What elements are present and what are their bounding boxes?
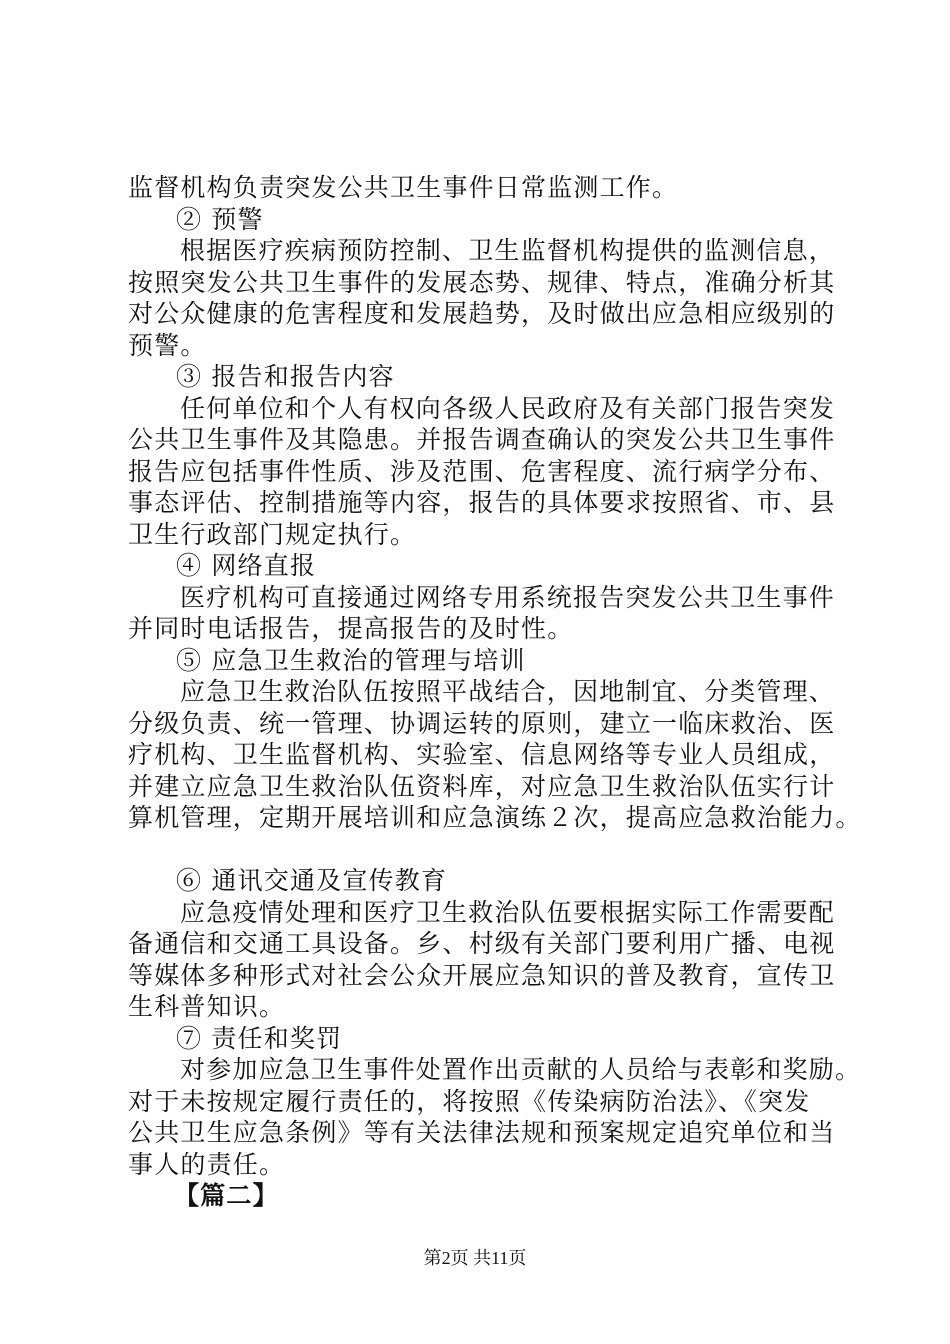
paragraph-line: 应急疫情处理和医疗卫生救治队伍要根据实际工作需要配	[180, 897, 836, 927]
paragraph-line: 分级负责、统一管理、协调运转的原则，建立一临床救治、医	[128, 708, 836, 738]
paragraph-line: 卫生行政部门规定执行。	[128, 519, 417, 549]
blank-line	[128, 834, 840, 866]
section-heading-report: ③ 报告和报告内容	[176, 362, 395, 391]
paragraph-line: 根据医疗疾病预防控制、卫生监督机构提供的监测信息，	[180, 236, 836, 265]
paragraph-line: 并同时电话报告，提高报告的及时性。	[128, 614, 574, 643]
paragraph-line: 算机管理，定期开展培训和应急演练２次，提高应急救治能力。	[128, 803, 862, 832]
paragraph-line: 并建立应急卫生救治队伍资料库，对应急卫生救治队伍实行计	[128, 771, 836, 801]
paragraph-line: 对公众健康的危害程度和发展趋势，及时做出应急相应级别的	[128, 299, 836, 328]
paragraph-line: 等媒体多种形式对社会公众开展应急知识的普及教育，宣传卫	[128, 960, 836, 990]
paragraph-line: 任何单位和个人有权向各级人民政府及有关部门报告突发	[180, 393, 836, 423]
section-heading-responsibility: ⑦ 责任和奖罚	[176, 1023, 343, 1053]
section-heading-communication: ⑥ 通讯交通及宣传教育	[176, 866, 448, 895]
paragraph-line: 事人的责任。	[128, 1149, 286, 1179]
section-heading-warning: ② 预警	[176, 204, 264, 234]
paragraph-line: 应急卫生救治队伍按照平战结合，因地制宜、分类管理、	[180, 677, 836, 706]
paragraph-line: 监督机构负责突发公共卫生事件日常监测工作。	[128, 173, 679, 202]
paragraph-line: 生科普知识。	[128, 992, 286, 1021]
part-two-heading: 【篇二】	[174, 1181, 279, 1210]
paragraph-line: 报告应包括事件性质、涉及范围、危害程度、流行病学分布、	[128, 456, 836, 486]
paragraph-line: 公共卫生应急条例》等有关法律法规和预案规定追究单位和当	[128, 1118, 836, 1147]
section-heading-training: ⑤ 应急卫生救治的管理与培训	[176, 645, 526, 675]
paragraph-line: 医疗机构可直接通过网络专用系统报告突发公共卫生事件	[180, 582, 836, 612]
paragraph-line: 疗机构、卫生监督机构、实验室、信息网络等专业人员组成，	[128, 740, 836, 769]
document-body	[128, 172, 862, 1212]
section-heading-network: ④ 网络直报	[176, 551, 317, 580]
page-number-footer: 第2页 共11页	[423, 1248, 527, 1268]
paragraph-line: 公共卫生事件及其隐患。并报告调查确认的突发公共卫生事件	[128, 425, 836, 454]
paragraph-line: 对于未按规定履行责任的，将按照《传染病防治法》、《突发	[128, 1086, 811, 1116]
paragraph-line: 按照突发公共卫生事件的发展态势、规律、特点，准确分析其	[128, 267, 836, 297]
paragraph-line: 预警。	[128, 330, 207, 360]
paragraph-line: 对参加应急卫生事件处置作出贡献的人员给与表彰和奖励。	[180, 1055, 862, 1084]
paragraph-line: 事态评估、控制措施等内容，报告的具体要求按照省、市、县	[128, 488, 836, 517]
paragraph-line: 备通信和交通工具设备。乡、村级有关部门要利用广播、电视	[128, 929, 836, 958]
